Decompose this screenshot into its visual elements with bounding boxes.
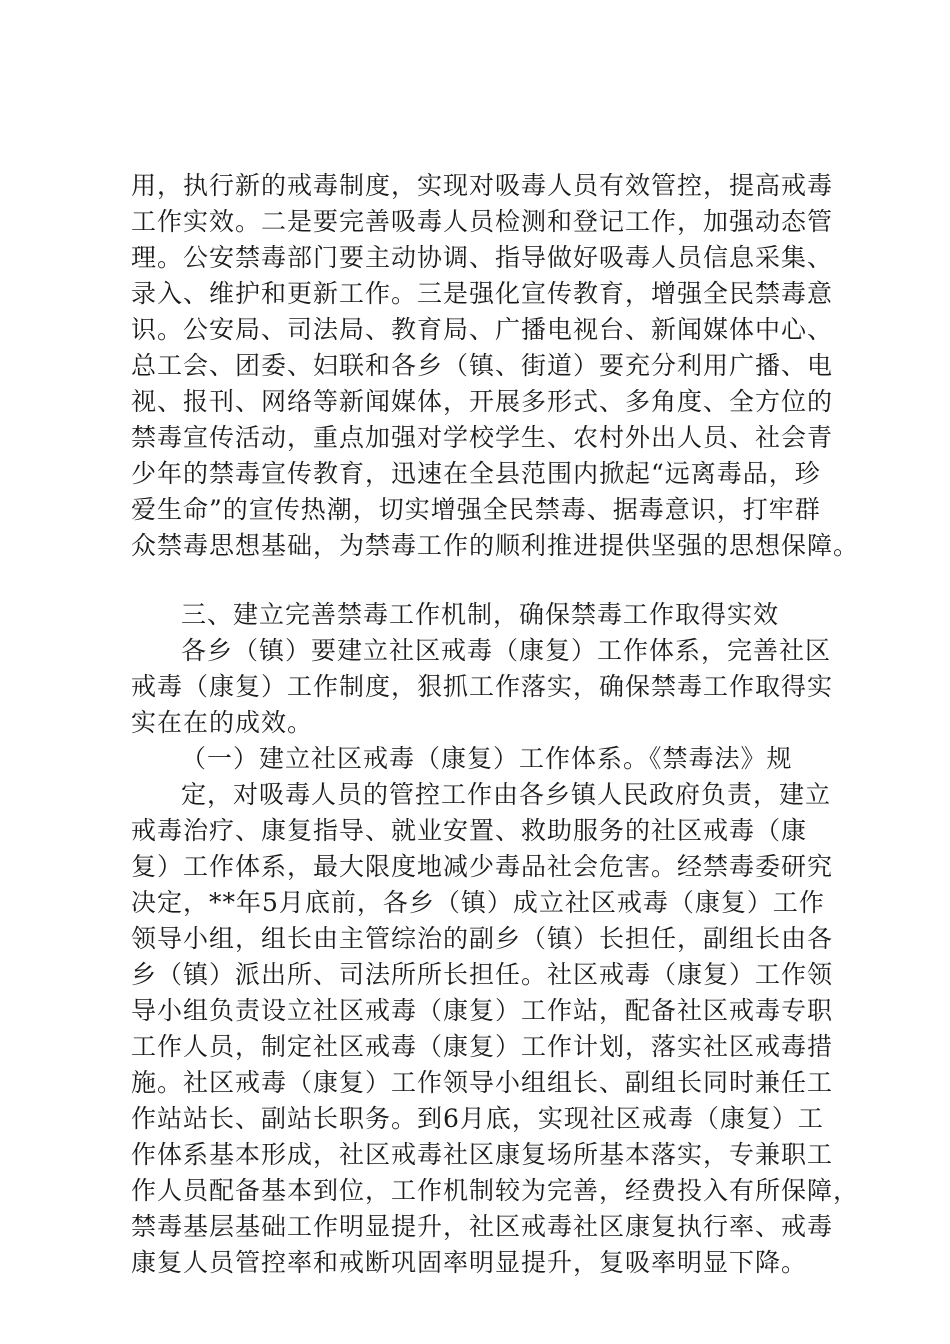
body-text-line: 作体系基本形成，社区戒毒社区康复场所基本落实，专兼职工 (131, 1140, 834, 1169)
body-text-line: 少年的禁毒宣传教育，迅速在全县范围内掀起“远离毒品，珍 (131, 459, 821, 488)
body-text-line: 康复人员管控率和戒断巩固率明显提升，复吸率明显下降。 (131, 1248, 808, 1277)
body-text-line: 决定，**年5月底前，各乡（镇）成立社区戒毒（康复）工作 (131, 888, 825, 917)
section-heading: 三、建立完善禁毒工作机制，确保禁毒工作取得实效 (181, 600, 780, 629)
subsection-heading: （一）建立社区戒毒（康复）工作体系。《禁毒法》规 (181, 744, 793, 773)
body-text-line: 导小组负责设立社区戒毒（康复）工作站，配备社区戒毒专职 (131, 996, 834, 1025)
body-text-line: 作人员配备基本到位，工作机制较为完善，经费投入有所保障， (131, 1176, 860, 1205)
body-text-line: 识。公安局、司法局、教育局、广播电视台、新闻媒体中心、 (131, 315, 834, 344)
body-text-line: 禁毒宣传活动，重点加强对学校学生、农村外出人员、社会青 (131, 423, 834, 452)
body-text-line: 视、报刊、网络等新闻媒体，开展多形式、多角度、全方位的 (131, 387, 834, 416)
body-text-line: 戒毒治疗、康复指导、就业安置、救助服务的社区戒毒（康 (131, 816, 808, 845)
body-text-line: 戒毒（康复）工作制度，狠抓工作落实，确保禁毒工作取得实 (131, 672, 834, 701)
body-text-line: 作站站长、副站长职务。到6月底，实现社区戒毒（康复）工 (131, 1104, 824, 1133)
body-text-line: 实在在的成效。 (131, 708, 314, 737)
body-text-line: 爱生命”的宣传热潮，切实增强全民禁毒、据毒意识，打牢群 (131, 495, 821, 524)
body-text-line: 各乡（镇）要建立社区戒毒（康复）工作体系，完善社区 (181, 636, 832, 665)
body-text-line: 禁毒基层基础工作明显提升，社区戒毒社区康复执行率、戒毒 (131, 1212, 834, 1241)
body-text-line: 用，执行新的戒毒制度，实现对吸毒人员有效管控，提高戒毒 (131, 171, 834, 200)
body-text-line: 复）工作体系，最大限度地减少毒品社会危害。经禁毒委研究 (131, 852, 834, 881)
body-text-line: 工作实效。二是要完善吸毒人员检测和登记工作，加强动态管 (131, 207, 834, 236)
body-text-line: 定，对吸毒人员的管控工作由各乡镇人民政府负责，建立 (181, 780, 832, 809)
body-text-line: 录入、维护和更新工作。三是强化宣传教育，增强全民禁毒意 (131, 279, 834, 308)
body-text-line: 总工会、团委、妇联和各乡（镇、街道）要充分利用广播、电 (131, 351, 834, 380)
body-text-line: 施。社区戒毒（康复）工作领导小组组长、副组长同时兼任工 (131, 1068, 834, 1097)
body-text-line: 工作人员，制定社区戒毒（康复）工作计划，落实社区戒毒措 (131, 1032, 834, 1061)
body-text-line: 乡（镇）派出所、司法所所长担任。社区戒毒（康复）工作领 (131, 960, 834, 989)
body-text-line: 众禁毒思想基础，为禁毒工作的顺利推进提供坚强的思想保障。 (131, 531, 860, 560)
body-text-line: 领导小组，组长由主管综治的副乡（镇）长担任，副组长由各 (131, 924, 834, 953)
body-text-line: 理。公安禁毒部门要主动协调、指导做好吸毒人员信息采集、 (131, 243, 834, 272)
